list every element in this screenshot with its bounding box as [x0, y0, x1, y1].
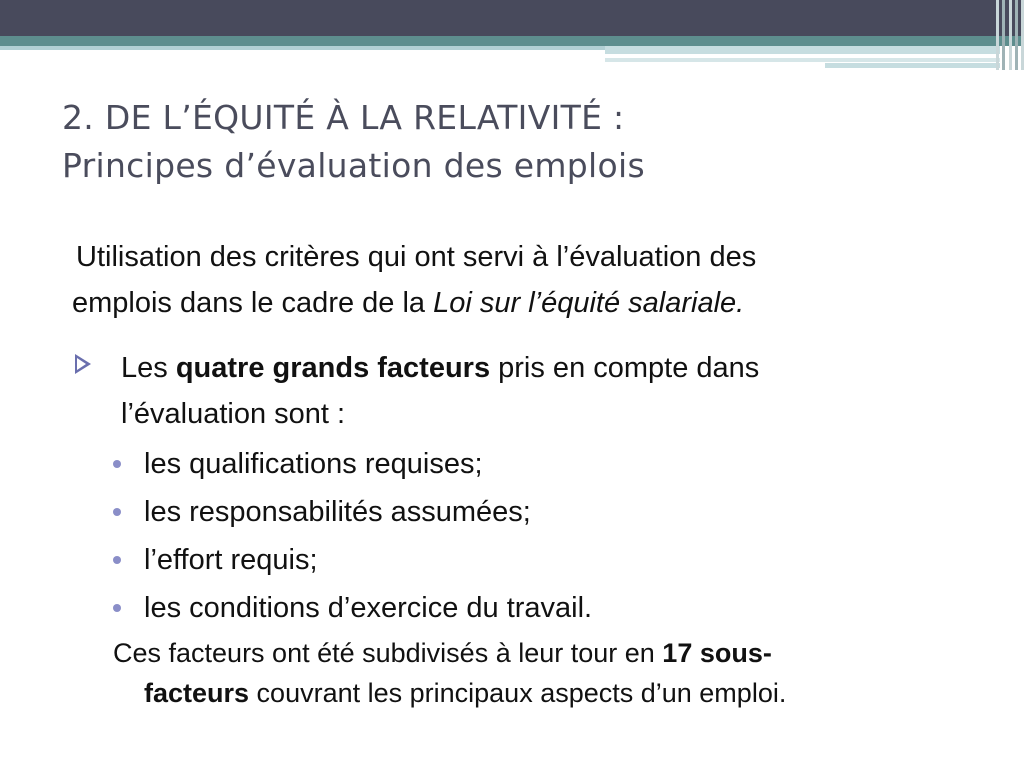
arrow-bullet-icon: [75, 354, 91, 374]
main-bullet-line-1: [121, 345, 759, 391]
intro-paragraph: [72, 234, 972, 326]
header-band-right-lower: [825, 63, 1000, 68]
closing-emphasis-1: 17 sous-: [662, 638, 772, 668]
slide-title-line-1: 2. DE L’ÉQUITÉ À LA RELATIVITÉ :: [62, 98, 625, 137]
intro-line-1: Utilisation des critères qui ont servi à l’évaluation des: [76, 241, 757, 273]
intro-line-2: [72, 280, 972, 326]
factor-text: l’effort requis;: [144, 544, 318, 576]
factor-text: les conditions d’exercice du travail.: [144, 592, 593, 624]
bullet-dot-icon: [113, 460, 121, 468]
bullet-dot-icon: [113, 604, 121, 612]
factor-text: les qualifications requises;: [144, 448, 483, 480]
main-bullet-emphasis: quatre grands facteurs: [175, 352, 491, 384]
factor-text: les responsabilités assumées;: [144, 496, 531, 528]
header-band-right-middle: [605, 58, 1000, 62]
bullet-dot-icon: [113, 556, 121, 564]
intro-line-2-text: emplois dans le cadre de la: [72, 287, 434, 319]
slide-title-line-2: Principes d’évaluation des emplois: [62, 146, 645, 185]
law-name: Loi sur l’équité salariale.: [433, 287, 745, 319]
bullet-dot-icon: [113, 508, 121, 516]
main-bullet-pre: Les: [121, 352, 176, 384]
closing-emphasis-2: facteurs: [144, 678, 250, 708]
stripe: [1009, 0, 1012, 70]
stripe: [1015, 0, 1018, 70]
closing-post: couvrant les principaux aspects d’un emploi.: [249, 678, 787, 708]
main-bullet-post: pris en compte dans: [490, 352, 760, 384]
stripe: [1002, 0, 1005, 70]
header-band-teal: [0, 36, 1024, 46]
header-band-right-upper: [605, 46, 1000, 54]
header-band-dark: [0, 0, 1024, 36]
main-bullet-line-2: l’évaluation sont :: [121, 398, 346, 430]
slide-title: [62, 94, 962, 190]
stripe: [996, 0, 999, 70]
header-stripes: [996, 0, 1024, 70]
closing-line-1: [113, 633, 993, 673]
header-band-light: [0, 46, 605, 50]
closing-pre: Ces facteurs ont été subdivisés à leur tour en: [113, 638, 663, 668]
closing-line-2: [113, 673, 993, 713]
closing-paragraph: [113, 633, 993, 713]
